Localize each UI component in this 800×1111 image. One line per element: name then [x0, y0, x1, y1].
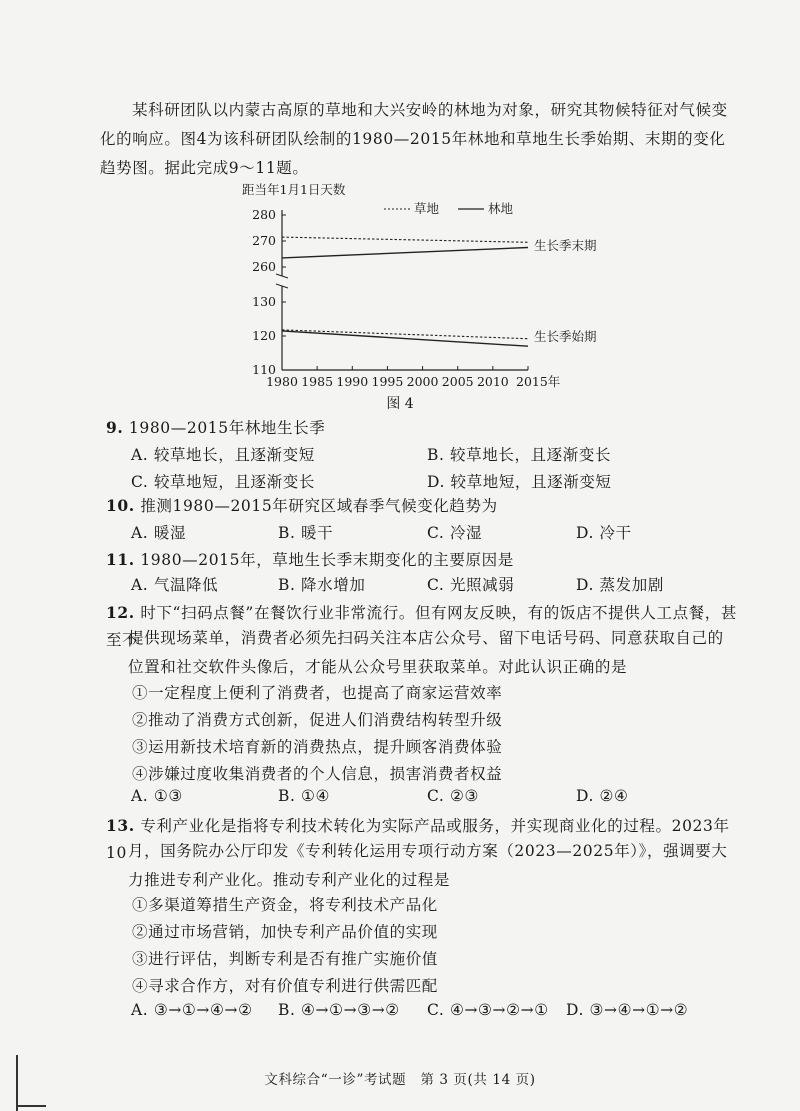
q13-option-a: A. ③→①→④→② [131, 1001, 253, 1019]
q11-option-c: C. 光照减弱 [427, 576, 515, 594]
q11-option-a: A. 气温降低 [131, 576, 219, 594]
q13-statement-1: ①多渠道筹措生产资金，将专利技术产品化 [132, 896, 438, 914]
x-tick-label: 2005 [441, 374, 474, 389]
q13-option-d: D. ③→④→①→② [566, 1001, 689, 1019]
question-number: 10. [106, 496, 135, 515]
crop-mark [16, 1055, 18, 1111]
q11-option-d: D. 蒸发加剧 [576, 576, 664, 594]
q12-statement-3: ③运用新技术培育新的消费热点，提升顾客消费体验 [132, 738, 503, 756]
figure-4-chart [236, 180, 616, 410]
question-text: 1980—2015年，草地生长季末期变化的主要原因是 [140, 551, 514, 569]
q12-option-b: B. ①④ [278, 787, 331, 805]
question-9-stem [106, 414, 746, 442]
question-text: 1980—2015年林地生长季 [128, 419, 326, 437]
x-tick-label: 1995 [371, 374, 404, 389]
y-tick-label: 280 [252, 207, 276, 222]
q13-body: 月，国务院办公厅印发《专利转化运用专项行动方案（2023—2025年）》，强调要大力推进专利产业化。推动专利产业化的过程是 [128, 842, 728, 889]
question-text: 时下“扫码点餐”在餐饮行业非常流行。但有网友反映，有的饭店不提供人工点餐，甚至不 [106, 604, 737, 649]
q13-statement-3: ③进行评估，判断专利是否有推广实施价值 [132, 950, 438, 968]
chart-svg [236, 180, 616, 410]
crop-mark [16, 1105, 46, 1107]
question-number: 13. [106, 816, 135, 835]
q12-option-a: A. ①③ [131, 787, 183, 805]
q10-option-d: D. 冷干 [576, 524, 632, 542]
y-axis-label: 距当年1月1日天数 [242, 182, 346, 197]
x-tick-label: 1990 [336, 374, 369, 389]
q9-option-b: B. 较草地长，且逐渐变长 [427, 446, 612, 464]
q12-option-d: D. ②④ [576, 787, 629, 805]
q9-option-a: A. 较草地长，且逐渐变短 [131, 446, 315, 464]
question-number: 9. [106, 418, 124, 437]
q11-option-b: B. 降水增加 [278, 576, 366, 594]
q13-statement-4: ④寻求合作方，对有价值专利进行供需匹配 [132, 977, 438, 995]
question-number: 11. [106, 550, 135, 569]
series-line-grassland [282, 330, 528, 339]
q10-option-b: B. 暖干 [278, 524, 334, 542]
q12-statement-1: ①一定程度上便利了消费者，也提高了商家运营效率 [132, 684, 503, 702]
y-tick-label: 130 [252, 294, 276, 309]
q13-option-c: C. ④→③→②→① [427, 1001, 549, 1019]
legend-label: 草地 [414, 201, 440, 216]
page-footer: 文科综合“一诊”考试题 第 3 页(共 14 页) [264, 1072, 536, 1088]
q10-option-a: A. 暖湿 [131, 524, 187, 542]
q12-statement-4: ④涉嫌过度收集消费者的个人信息，损害消费者权益 [132, 765, 503, 783]
x-tick-label: 1980 [266, 374, 298, 389]
question-number: 12. [106, 603, 135, 622]
legend-label: 林地 [488, 201, 514, 216]
y-tick-label: 110 [252, 362, 276, 377]
series-group-label: 生长季末期 [534, 238, 597, 254]
series-line-forest [282, 331, 528, 346]
x-tick-label: 1985 [301, 374, 334, 389]
series-line-grassland [282, 237, 528, 242]
figure-caption: 图 4 [386, 396, 414, 412]
question-10-stem [106, 492, 746, 520]
series-line-forest [282, 248, 528, 258]
x-tick-label: 2010 [476, 374, 509, 389]
q12-option-c: C. ②③ [427, 787, 479, 805]
q13-statement-2: ②通过市场营销，加快专利产品价值的实现 [132, 923, 438, 941]
x-tick-label: 2000 [406, 374, 439, 389]
y-tick-label: 260 [252, 259, 276, 274]
q12-statement-2: ②推动了消费方式创新，促进人们消费结构转型升级 [132, 711, 503, 729]
q9-option-c: C. 较草地短，且逐渐变长 [131, 473, 315, 491]
x-tick-label: 2015年 [516, 374, 561, 389]
intro-paragraph: 某科研团队以内蒙古高原的草地和大兴安岭的林地为对象，研究其物候特征对气候变化的响应。图4为该科研团队绘制的1980—2015年林地和草地生长季始期、末期的变化趋势图。据此完成9～11题。 [100, 101, 728, 177]
series-group-label: 生长季始期 [534, 329, 597, 345]
question-text: 推测1980—2015年研究区域春季气候变化趋势为 [140, 497, 498, 515]
question-11-stem [106, 546, 746, 574]
q12-body: 提供现场菜单，消费者必须先扫码关注本店公众号、留下电话号码、同意获取自己的位置和社交软件头像后，才能从公众号里获取菜单。对此认识正确的是 [128, 629, 724, 676]
question-text: 专利产业化是指将专利技术转化为实际产品或服务，并实现商业化的过程。2023年10 [106, 817, 730, 862]
y-tick-label: 120 [252, 328, 276, 343]
q9-option-d: D. 较草地短，且逐渐变短 [427, 473, 612, 491]
q13-option-b: B. ④→①→③→② [278, 1001, 400, 1019]
q10-option-c: C. 冷湿 [427, 524, 483, 542]
y-tick-label: 270 [252, 233, 276, 248]
